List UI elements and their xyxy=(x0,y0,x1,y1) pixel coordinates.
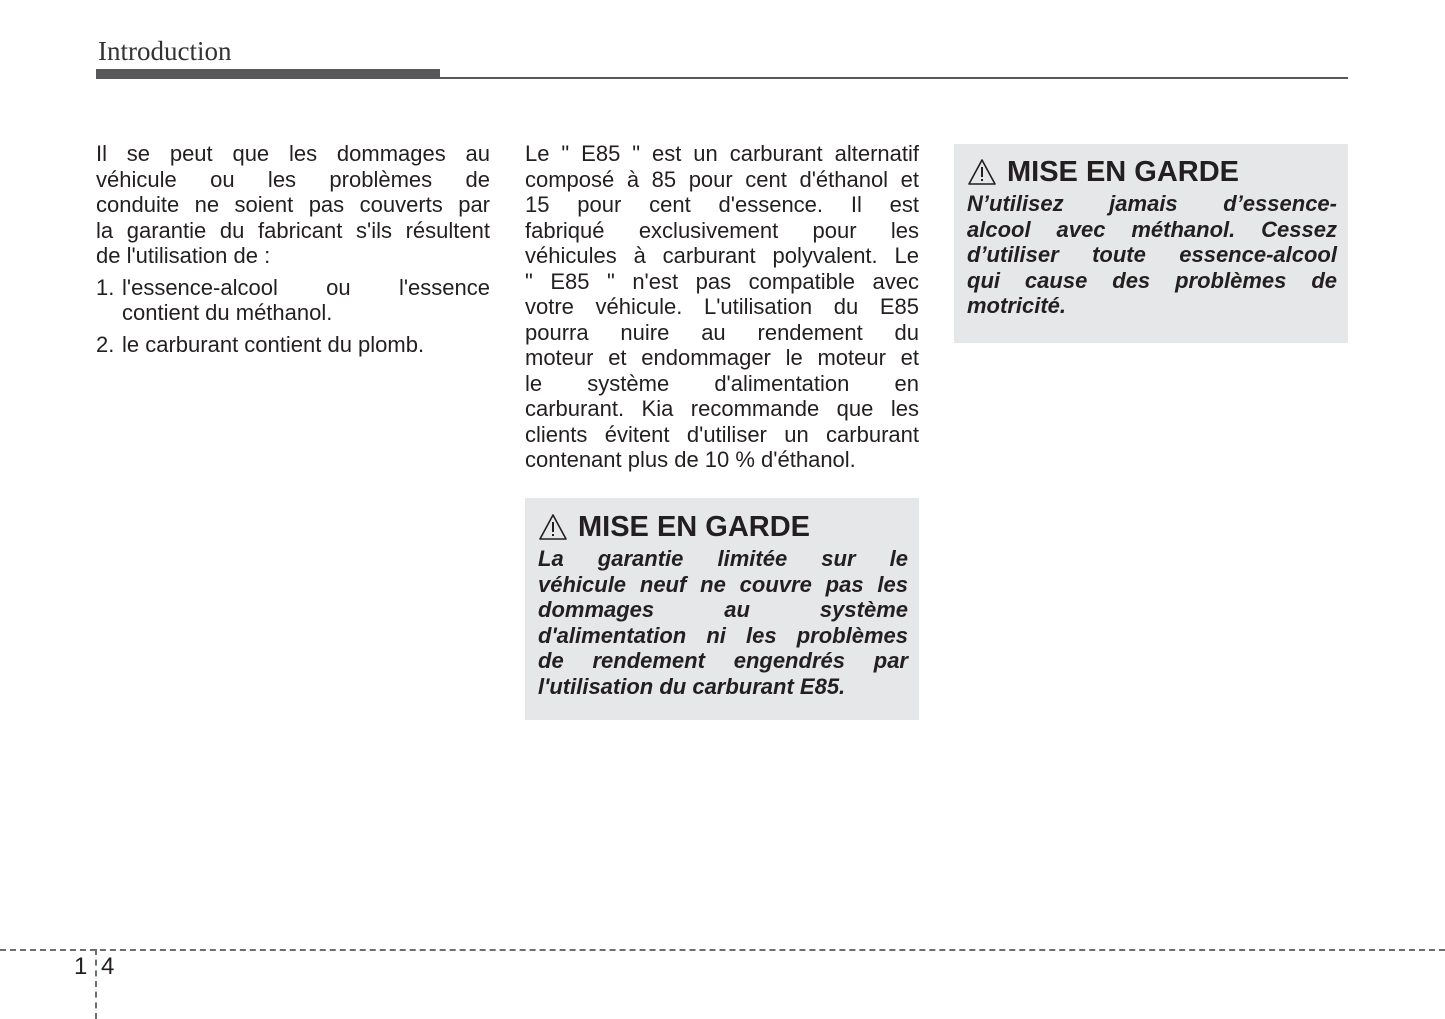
paragraph-line: Il se peut que les dommages au xyxy=(96,141,490,166)
list-line: le carburant contient du plomb. xyxy=(122,331,425,357)
warning-triangle-icon xyxy=(967,158,997,186)
column-2 xyxy=(525,141,919,473)
chapter-number: 1 xyxy=(74,953,88,980)
warning-line: N’utilisez jamais d’essence- xyxy=(967,191,1337,216)
footer-divider xyxy=(0,949,1445,951)
warning-body xyxy=(967,191,1337,319)
list-item xyxy=(96,332,490,358)
warning-line: d'alimentation ni les problèmes xyxy=(538,622,908,648)
paragraph-line: moteur et endommager le moteur et xyxy=(525,345,919,370)
warning-title xyxy=(538,510,908,544)
paragraph-line: la garantie du fabricant s'ils résultent xyxy=(96,217,490,243)
warning-line: La garantie limitée sur le xyxy=(538,546,908,571)
list-line: l'essence-alcool ou l'essence xyxy=(122,274,490,300)
paragraph-line: le système d'alimentation en xyxy=(525,370,919,396)
warning-line: de rendement engendrés par xyxy=(538,648,908,673)
warning-line: motricité. xyxy=(967,293,1067,318)
warning-title-text: MISE EN GARDE xyxy=(578,511,811,543)
warning-box-methanol xyxy=(954,144,1348,343)
paragraph-line: Le " E85 " est un carburant alternatif xyxy=(525,141,919,166)
paragraph-line: conduite ne soient pas couverts par xyxy=(96,192,490,217)
page-number: 4 xyxy=(101,953,115,980)
intro-paragraph xyxy=(96,141,490,269)
list-number: 2. xyxy=(96,331,115,357)
paragraph-line: véhicule ou les problèmes de xyxy=(96,166,490,192)
warning-line: d’utiliser toute essence-alcool xyxy=(967,242,1337,267)
paragraph-line: de l'utilisation de : xyxy=(96,243,271,268)
paragraph-line: pourra nuire au rendement du xyxy=(525,319,919,345)
paragraph-line: véhicules à carburant polyvalent. Le xyxy=(525,243,919,268)
list-number: 1. xyxy=(96,274,115,300)
warning-line: dommages au système xyxy=(538,597,908,622)
list-item xyxy=(96,275,490,326)
warning-title-text: MISE EN GARDE xyxy=(1007,156,1240,188)
paragraph-line: contenant plus de 10 % d'éthanol. xyxy=(525,447,856,472)
list-line: contient du méthanol. xyxy=(122,300,333,325)
warning-triangle-icon xyxy=(538,513,568,541)
paragraph-line: clients évitent d'utiliser un carburant xyxy=(525,421,919,447)
paragraph-line: " E85 " n'est pas compatible avec xyxy=(525,268,919,294)
warning-title xyxy=(967,155,1337,189)
column-1 xyxy=(96,141,490,363)
footer-vertical-divider xyxy=(95,949,97,1019)
paragraph-line: votre véhicule. L'utilisation du E85 xyxy=(525,294,919,319)
paragraph-line: 15 pour cent d'essence. Il est xyxy=(525,192,919,217)
header-rule xyxy=(440,77,1348,79)
header-bar xyxy=(96,69,440,79)
paragraph-line: composé à 85 pour cent d'éthanol et xyxy=(525,166,919,192)
condition-list xyxy=(96,275,490,358)
warning-box-e85 xyxy=(525,498,919,720)
page-header-title: Introduction xyxy=(98,36,232,66)
warning-line: véhicule neuf ne couvre pas les xyxy=(538,571,908,597)
warning-line: alcool avec méthanol. Cessez xyxy=(967,216,1337,242)
warning-line: l'utilisation du carburant E85. xyxy=(538,673,846,699)
warning-body xyxy=(538,546,908,699)
paragraph-line: fabriqué exclusivement pour les xyxy=(525,217,919,243)
warning-line: qui cause des problèmes de xyxy=(967,267,1337,293)
paragraph-line: carburant. Kia recommande que les xyxy=(525,396,919,421)
